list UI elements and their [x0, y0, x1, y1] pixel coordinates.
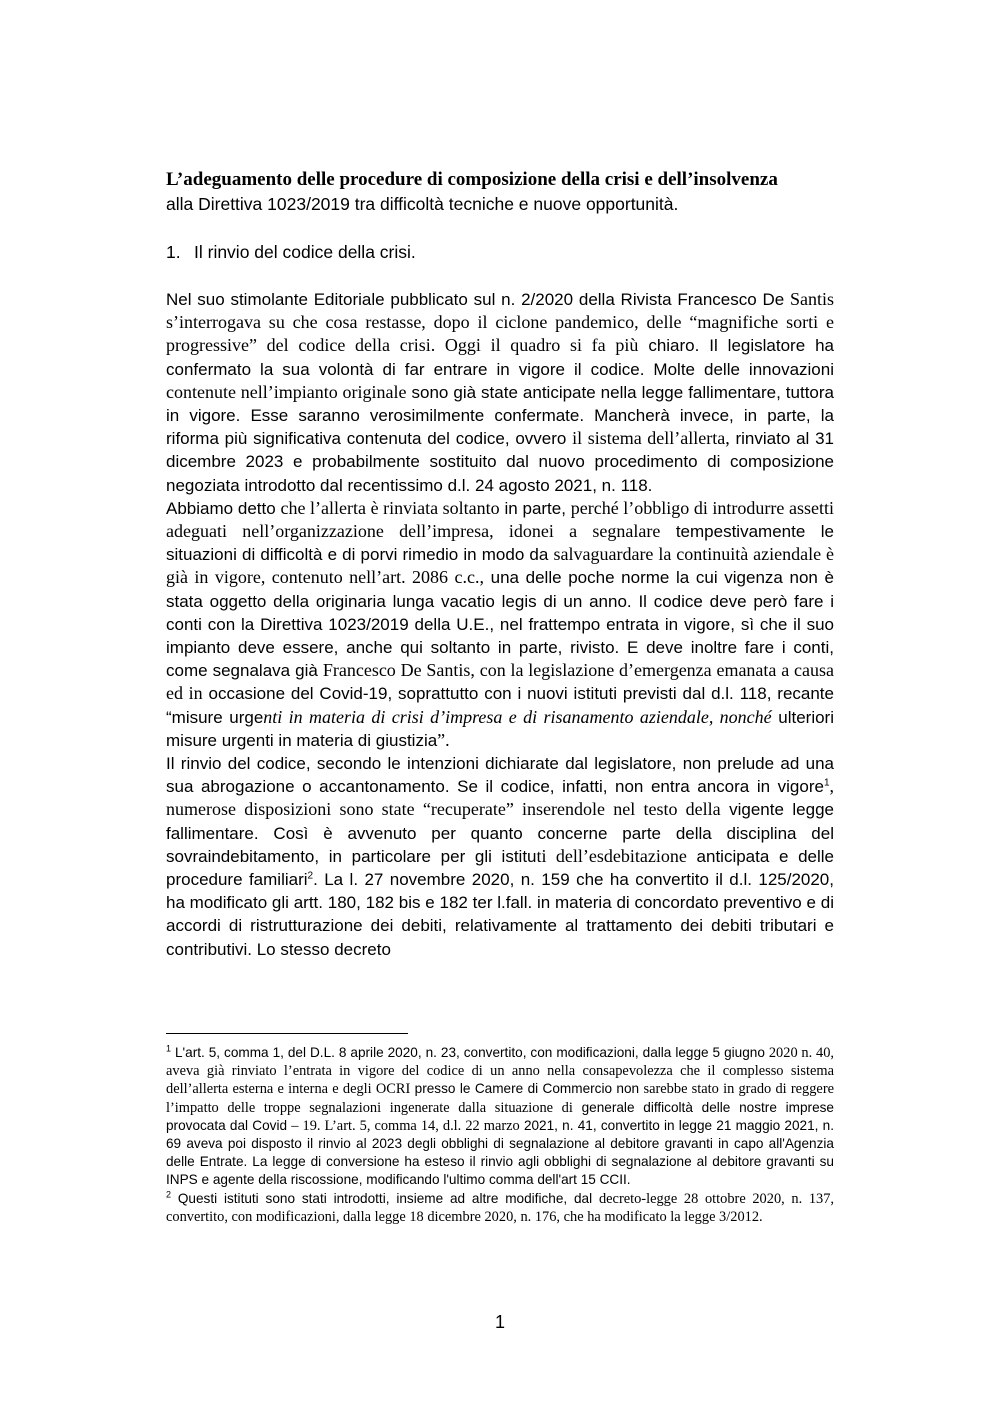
p1-text-a: Nel suo stimolante Editoriale pubblicato sul n. 2/2020 della Rivista Francesco De [166, 290, 785, 309]
footnote-ref-2[interactable]: 2 [307, 870, 314, 882]
paragraph-2 [166, 497, 834, 752]
p2-text-b: che l’allerta è rinviata soltanto [280, 497, 500, 518]
fn1-text-c: presso le Camere di Commercio non [414, 1081, 640, 1097]
footnote-1 [166, 1044, 834, 1190]
p2-text-a: Abbiamo detto [166, 498, 276, 518]
p3-text-a: Il rinvio del codice, secondo le intenzioni dichiarate dal legislatore, non prelude ad una sua abrogazione o accantonamento. Se il codice, infatti, non entra ancora in vigore [166, 754, 834, 797]
p2-text-e: tempestivamente le situazioni di difficoltà e di porvi rimedio in modo da [166, 522, 835, 565]
document-title: L’adeguamento delle procedure di composizione della crisi e dell’insolvenza [166, 169, 778, 190]
fn1-text-b: 2020 n. 40, aveva già rinviato l’entrata in vigore del codice di un anno nella consapevolezza che il complesso sistema dell’allerta esterna e interna e degli OCRI [166, 1045, 834, 1098]
paragraph-1 [166, 288, 834, 497]
p3-text-b: , numerose disposizioni sono state “recuperate” inserendole nel testo della [166, 776, 834, 820]
p3-text-d: ti dell’esdebitazione [536, 845, 687, 866]
p2-text-l: ulteriori misure urgenti in materia di giustizia [166, 707, 834, 750]
footnote-1-marker: 1 [166, 1043, 172, 1054]
footnote-2 [166, 1190, 834, 1226]
fn1-text-a: L'art. 5, comma 1, del D.L. 8 aprile 2020, n. 23, convertito, con modificazioni, dalla legge 5 giugno [174, 1045, 765, 1060]
p1-text-c: chiaro. Il legislatore ha confermato la sua volontà di far entrare in vigore il codice. Molte delle innovazioni [166, 336, 835, 379]
p2-text-i: occasione del Covid-19, soprattutto con i nuovi istituti previsti dal d.l. 118, recante [208, 684, 834, 704]
p2-text-d: perché l’obbligo di introdurre assetti adeguati nell’organizzazione dell’impresa, idonei a segnalare [166, 497, 834, 542]
p2-text-c: in parte, [504, 498, 566, 518]
p1-text-d: contenute nell’impianto originale [166, 381, 407, 402]
p3-text-c: vigente legge fallimentare. Così è avvenuto per quanto concerne parte della disciplina del sovraindebitamento, in particolare per gli istitu [166, 800, 834, 866]
paragraph-3 [166, 752, 834, 961]
p2-text-h: Francesco De Santis, con la legislazione d’emergenza emanata a causa ed in [166, 660, 834, 704]
fn1-text-d: sarebbe stato in grado di reggere l’impatto delle troppe segnalazioni ingenerate dalla situazione di [166, 1081, 835, 1116]
section-title: Il rinvio del codice della crisi. [194, 242, 416, 262]
fn1-text-e: generale difficoltà delle nostre imprese provocata dal Covid [166, 1099, 834, 1133]
p1-text-e: sono già state anticipate nella legge fallimentare, tuttora in vigore. Esse saranno verosimilmente confermate. Mancherà invece, in parte, la riforma più significativa contenuta del codice, ovvero [166, 382, 834, 449]
p3-text-e: anticipata e delle procedure familiari [166, 846, 834, 890]
document-subtitle: alla Direttiva 1023/2019 tra difficoltà tecniche e nuove opportunità. [166, 194, 679, 214]
fn1-text-g: 2021, n. 41, convertito in legge 21 maggio 2021, n. 69 aveva poi disposto il rinvio al 2023 degli obblighi di segnalazione al debitore gravanti in capo all'Agenzia delle Entrate. La legge di conversione ha esteso il rinvio agli obblighi di segnalazione al debitore gravanti su INPS e agente della riscossione, modificando l'ultimo comma dell'art 15 CCII. [166, 1117, 835, 1188]
p1-text-f: il sistema dell’allerta, [572, 428, 730, 449]
footnote-ref-1[interactable]: 1 [823, 777, 830, 789]
footnote-separator [166, 1033, 408, 1034]
footnote-2-marker: 2 [166, 1189, 172, 1200]
footnotes [166, 1044, 834, 1226]
section-number: 1. [166, 242, 181, 262]
fn2-text-a: Questi istituti sono stati introdotti, insieme ad altre modifiche, dal [177, 1190, 593, 1206]
main-content [166, 168, 834, 961]
section-heading [166, 240, 834, 264]
p2-text-m: ”. [437, 729, 450, 750]
p2-text-g: una delle poche norme la cui vigenza non è stata oggetto della originaria lunga vacatio legis di un anno. Il codice deve però fare i conti con la Direttiva 1023/2019 della U.E., nel frattempo entrata in vigore, sì che il suo impianto deve essere, anche qui soltanto in parte, rivisto. E deve inoltre fare i conti, come segnalava già [166, 568, 834, 681]
page-number: 1 [494, 1312, 505, 1332]
p1-text-g: rinviato al 31 dicembre 2023 e probabilmente sostituito dal nuovo procedimento di composizione negoziata introdotto dal recentissimo d.l. 24 agosto 2021, n. 118. [166, 429, 834, 495]
fn1-text-f: – 19. L’art. 5, comma 14, d.l. 22 marzo [291, 1117, 520, 1134]
fn2-text-b: decreto-legge 28 ottobre 2020, n. 137, convertito, con modificazioni, dalla legge 18 dicembre 2020, n. 176, che ha modificato la legge 3/2012. [166, 1190, 835, 1225]
p3-text-f: . La l. 27 novembre 2020, n. 159 che ha convertito il d.l. 125/2020, ha modificato gli artt. 180, 182 bis e 182 ter l.fall. in materia di concordato preventivo e di accordi di ristrutturazione dei debiti, relativamente al trattamento dei debiti tributari e contributivi. Lo stesso decreto [166, 870, 834, 959]
p2-text-f: salvaguardare la continuità aziendale è già in vigore, contenuto nell’art. 2086 c.c., [166, 544, 834, 588]
p2-text-k: nti in materia di crisi d’impresa e di risanamento aziendale, nonché [263, 706, 772, 727]
p1-text-b: Santis s’interrogava su che cosa restasse, dopo il ciclone pandemico, delle “magnifiche sorti e progressive” del codice della crisi. Oggi il quadro si fa più [166, 289, 834, 356]
p2-text-j: “misure urge [166, 707, 264, 727]
